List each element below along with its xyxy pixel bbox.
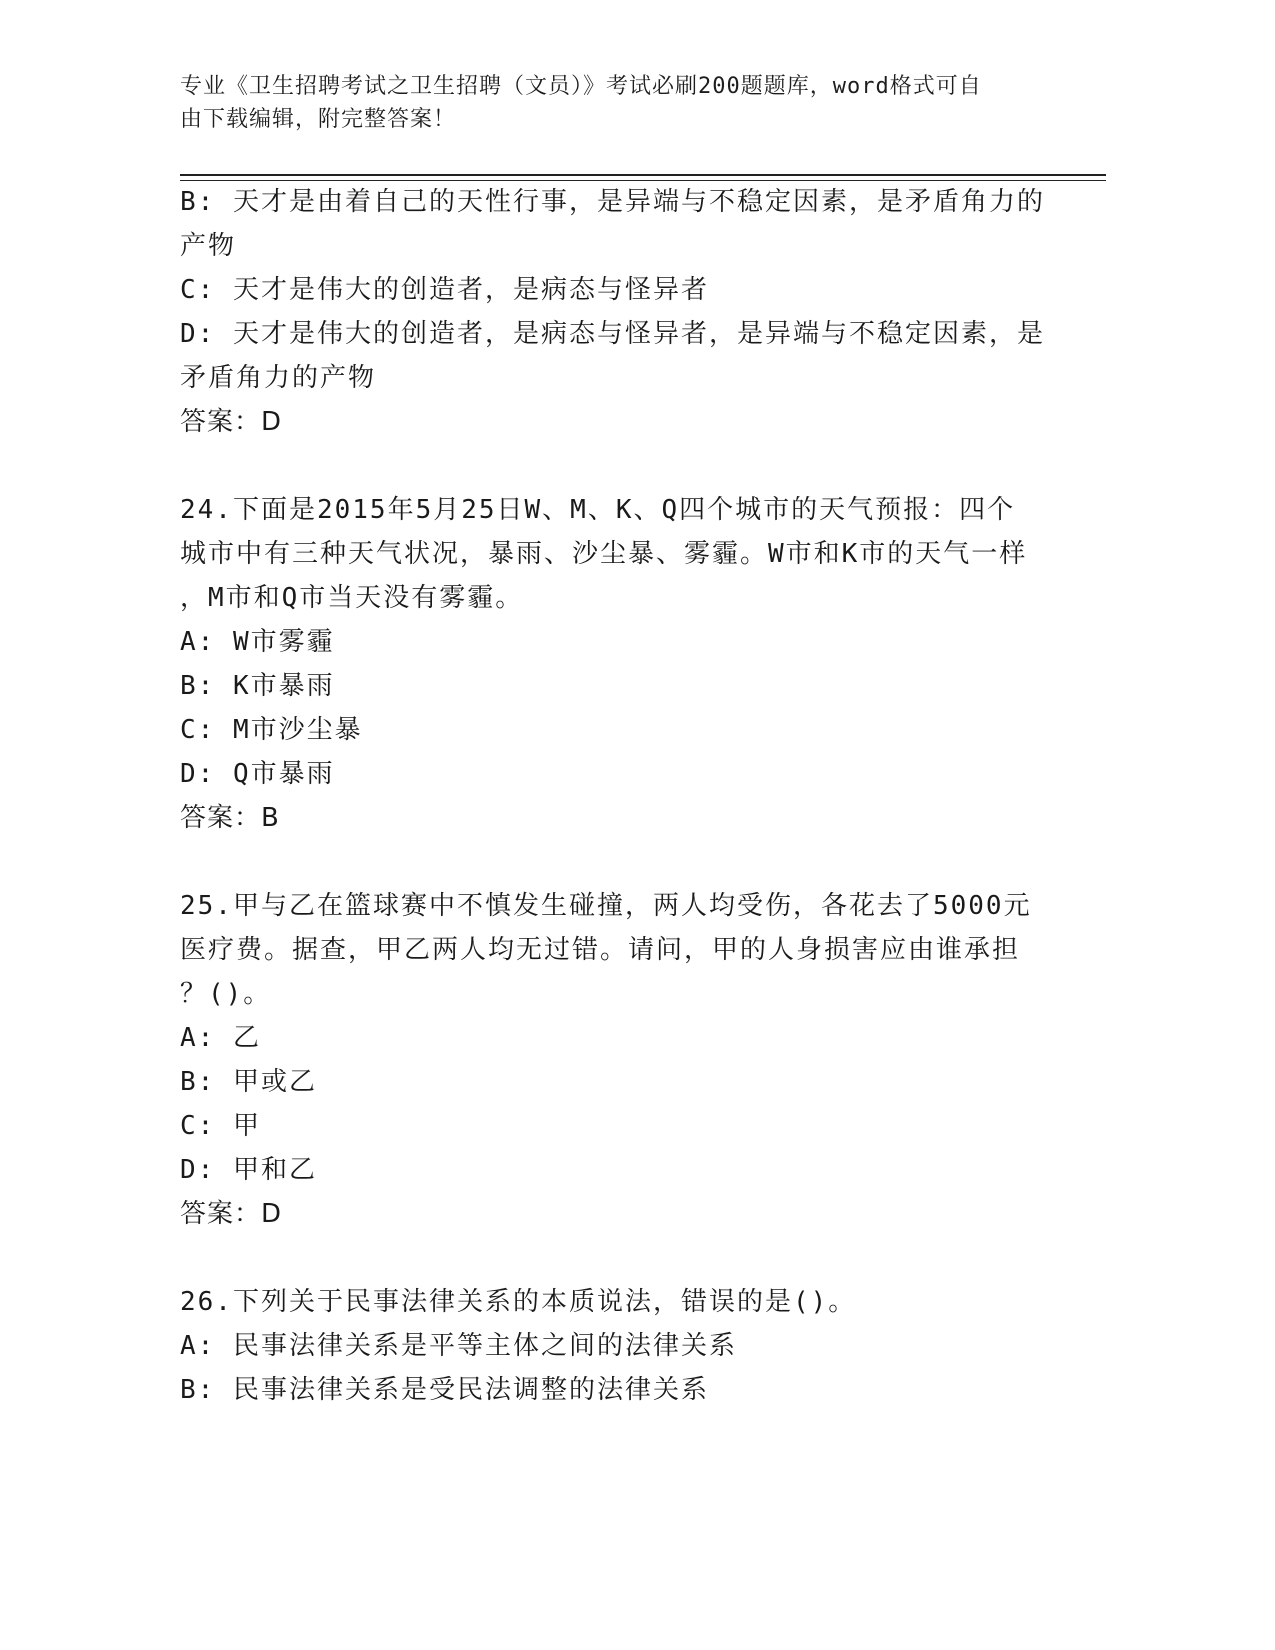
option-b-text: B: 甲或乙 xyxy=(180,1067,317,1097)
option-c-text: C: 甲 xyxy=(180,1111,261,1141)
question-content xyxy=(180,180,1050,1412)
option-c-text: C: 天才是伟大的创造者，是病态与怪异者 xyxy=(180,275,709,305)
option-a-text: A: W市雾霾 xyxy=(180,627,335,657)
question-26 xyxy=(180,1280,1050,1412)
question-stem-cont: 医疗费。据查，甲乙两人均无过错。请问，甲的人身损害应由谁承担 xyxy=(180,935,1021,965)
option-d-text: D: 甲和乙 xyxy=(180,1155,317,1185)
option-b-text-cont: 产物 xyxy=(180,231,237,261)
option-d-text: D: 天才是伟大的创造者，是病态与怪异者，是异端与不稳定因素，是 xyxy=(180,319,1045,349)
header-rule-thick xyxy=(180,174,1106,176)
answer-label: 答案：D xyxy=(180,1199,283,1229)
question-stem: 24.下面是2015年5月25日W、M、K、Q四个城市的天气预报：四个 xyxy=(180,495,1016,525)
option-a-text: A: 乙 xyxy=(180,1023,261,1053)
answer-label: 答案：D xyxy=(180,407,283,437)
header-line-2: 由下载编辑，附完整答案！ xyxy=(180,107,457,132)
option-d-text-cont: 矛盾角力的产物 xyxy=(180,363,377,393)
question-stem-cont: 城市中有三种天气状况，暴雨、沙尘暴、雾霾。W市和K市的天气一样 xyxy=(180,539,1028,569)
question-25 xyxy=(180,884,1050,1236)
answer-label: 答案：B xyxy=(180,803,280,833)
header-line-1: 专业《卫生招聘考试之卫生招聘（文员）》考试必刷200题题库，word格式可自 xyxy=(180,74,982,99)
option-d-text: D: Q市暴雨 xyxy=(180,759,335,789)
question-24 xyxy=(180,488,1050,840)
option-b-text: B: 民事法律关系是受民法调整的法律关系 xyxy=(180,1375,709,1405)
question-stem-cont: ？()。 xyxy=(180,979,272,1009)
question-stem-cont: ，M市和Q市当天没有雾霾。 xyxy=(180,583,524,613)
option-b-text: B: K市暴雨 xyxy=(180,671,335,701)
spacer xyxy=(180,1236,1050,1280)
option-c-text: C: M市沙尘暴 xyxy=(180,715,363,745)
question-23-continued xyxy=(180,180,1050,444)
question-stem: 26.下列关于民事法律关系的本质说法，错误的是()。 xyxy=(180,1287,857,1317)
spacer xyxy=(180,444,1050,488)
spacer xyxy=(180,840,1050,884)
page-header xyxy=(180,70,1040,136)
option-a-text: A: 民事法律关系是平等主体之间的法律关系 xyxy=(180,1331,737,1361)
question-stem: 25.甲与乙在篮球赛中不慎发生碰撞，两人均受伤，各花去了5000元 xyxy=(180,891,1032,921)
option-b-text: B: 天才是由着自己的天性行事，是异端与不稳定因素，是矛盾角力的 xyxy=(180,187,1045,217)
